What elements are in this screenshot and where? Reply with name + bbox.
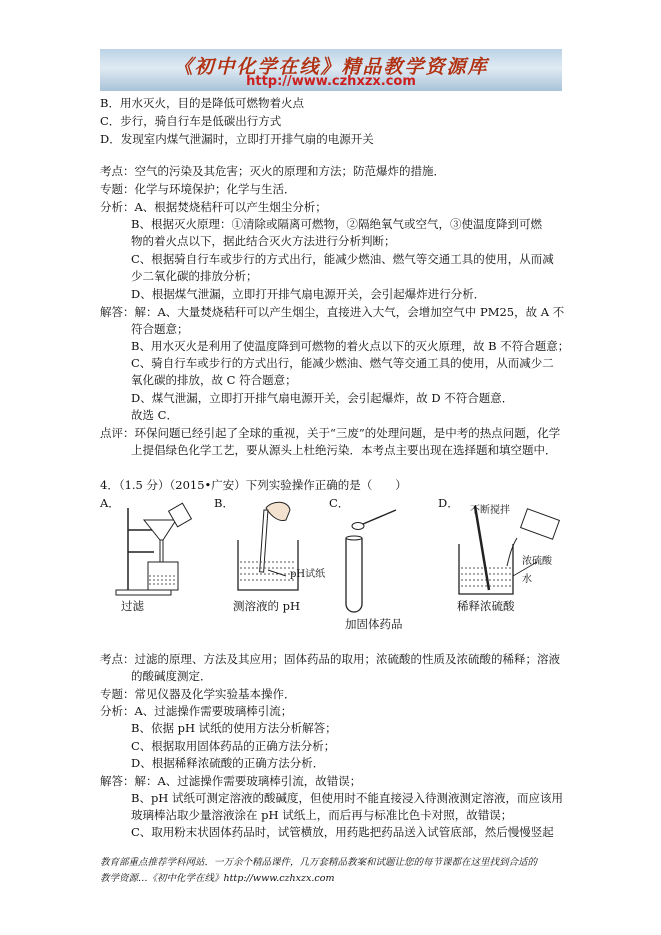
q4-option-b: B． <box>214 496 234 510</box>
q3-fenxi-4: C、根据骑自行车或步行的方式出行，能减少燃油、燃气等交通工具的使用，从而减 <box>131 252 554 266</box>
q3-fenxi-6: D、根据煤气泄漏，立即打开排气扇电源开关，会引起爆炸进行分析． <box>131 287 486 301</box>
q3-jieda-6: D、煤气泄漏，立即打开排气扇电源开关，会引起爆炸，故 D 不符合题意． <box>131 391 514 405</box>
label-acid: 浓硫酸 <box>522 556 552 567</box>
q3-jieda-4: C、骑自行车或步行的方式出行，能减少燃油、燃气等交通工具的使用，从而减少二 <box>131 356 554 370</box>
q3-fenxi-3: 物的着火点以下，据此结合灭火方法进行分析判断； <box>131 234 396 248</box>
q3-jieda-2: 符合题意； <box>131 322 189 336</box>
option-b: B．用水灭火，目的是降低可燃物着火点 <box>100 96 304 110</box>
q4-option-c: C． <box>329 496 350 510</box>
caption-ph: 测溶液的 pH <box>233 599 301 613</box>
header-banner <box>100 49 562 91</box>
solid-adding-figure <box>338 502 408 617</box>
q4-fenxi-3: C、根据取用固体药品的正确方法分析； <box>131 739 336 753</box>
q4-fenxi-2: B、依据 pH 试纸的使用方法分析解答； <box>131 721 337 735</box>
caption-dilution: 稀释浓硫酸 <box>457 599 515 613</box>
ph-test-figure <box>228 498 328 598</box>
option-d: D．发现室内煤气泄漏时，立即打开排气扇的电源开关 <box>100 132 374 146</box>
q4-option-d: D． <box>438 496 459 510</box>
q4-jieda-2: B、pH 试纸可测定溶液的酸碱度，但使用时不能直接浸入待测液测定溶液，而应该用 <box>131 791 563 805</box>
q4-fenxi-4: D、根据稀释浓硫酸的正确方法分析． <box>131 756 325 770</box>
q3-dianping-2: 上提倡绿色化学工艺，要从源头上杜绝污染．本考点主要出现在选择题和填空题中． <box>131 443 557 457</box>
option-c: C．步行，骑自行车是低碳出行方式 <box>100 114 282 128</box>
label-water: 水 <box>522 574 532 585</box>
footer-line-2: 教学资源…《初中化学在线》http://www.czhxzx.com <box>100 873 335 884</box>
q3-dianping-1: 点评：环保问题已经引起了全球的重视，关于“三废”的处理问题，是中考的热点问题，化学 <box>100 426 561 440</box>
q4-jieda-3: 玻璃棒沾取少量溶液涂在 pH 试纸上，而后再与标准比色卡对照，故错误； <box>131 808 513 822</box>
q4-zhuanti: 专题：常见仪器及化学实验基本操作． <box>100 687 296 701</box>
q4-option-a: A． <box>100 496 120 510</box>
banner-url: http://www.czhxzx.com <box>246 74 416 89</box>
q4-kaodian-1: 考点：过滤的原理、方法及其应用；固体药品的取用；浓硫酸的性质及浓硫酸的稀释；溶液 <box>100 652 560 666</box>
q4-fenxi-1: 分析：A、过滤操作需要玻璃棒引流； <box>100 704 293 718</box>
footer-line-1: 教育部重点推荐学科网站．一万余个精品课件，几万套精品教案和试题让您的每节课都在这里找到合适的 <box>100 857 538 868</box>
q3-fenxi-1: 分析：A、根据焚烧秸秆可以产生烟尘分析； <box>100 200 327 214</box>
caption-filtration: 过滤 <box>121 599 144 613</box>
q3-jieda-1: 解答：解：A、大量焚烧秸秆可以产生烟尘，直接进入大气，会增加空气中 PM25，故 A 不 <box>100 305 565 319</box>
q4-jieda-4: C、取用粉末状固体药品时，试管横放，用药匙把药品送入试管底部，然后慢慢竖起 <box>131 825 554 839</box>
q3-zhuanti: 专题：化学与环境保护；化学与生活． <box>100 182 296 196</box>
q3-jieda-3: B、用水灭火是利用了使温度降到可燃物的着火点以下的灭火原理，故 B 不符合题意； <box>131 339 570 353</box>
q4-stem: 4．（1.5 分）（2015•广安）下列实验操作正确的是（ ） <box>100 478 407 492</box>
caption-solid: 加固体药品 <box>345 617 403 631</box>
q3-fenxi-2: B、根据灭火原理：①清除或隔离可燃物，②隔绝氧气或空气，③使温度降到可燃 <box>131 217 542 231</box>
q3-fenxi-5: 少二氧化碳的排放分析； <box>131 269 258 283</box>
q4-kaodian-2: 的酸碱度测定． <box>131 669 212 683</box>
banner-title: 《初中化学在线》精品教学资源库 <box>173 56 489 78</box>
q4-jieda-1: 解答：解：A、过滤操作需要玻璃棒引流，故错误； <box>100 774 362 788</box>
label-stir: 不断搅拌 <box>470 505 510 516</box>
q3-jieda-5: 氧化碳的排放，故 C 符合题意； <box>131 373 297 387</box>
label-ph-paper: pH试纸 <box>290 569 326 580</box>
q3-kaodian: 考点：空气的污染及其危害；灭火的原理和方法；防范爆炸的措施． <box>100 164 445 178</box>
q3-jieda-7: 故选 C． <box>131 408 178 422</box>
filtration-figure <box>108 500 203 600</box>
